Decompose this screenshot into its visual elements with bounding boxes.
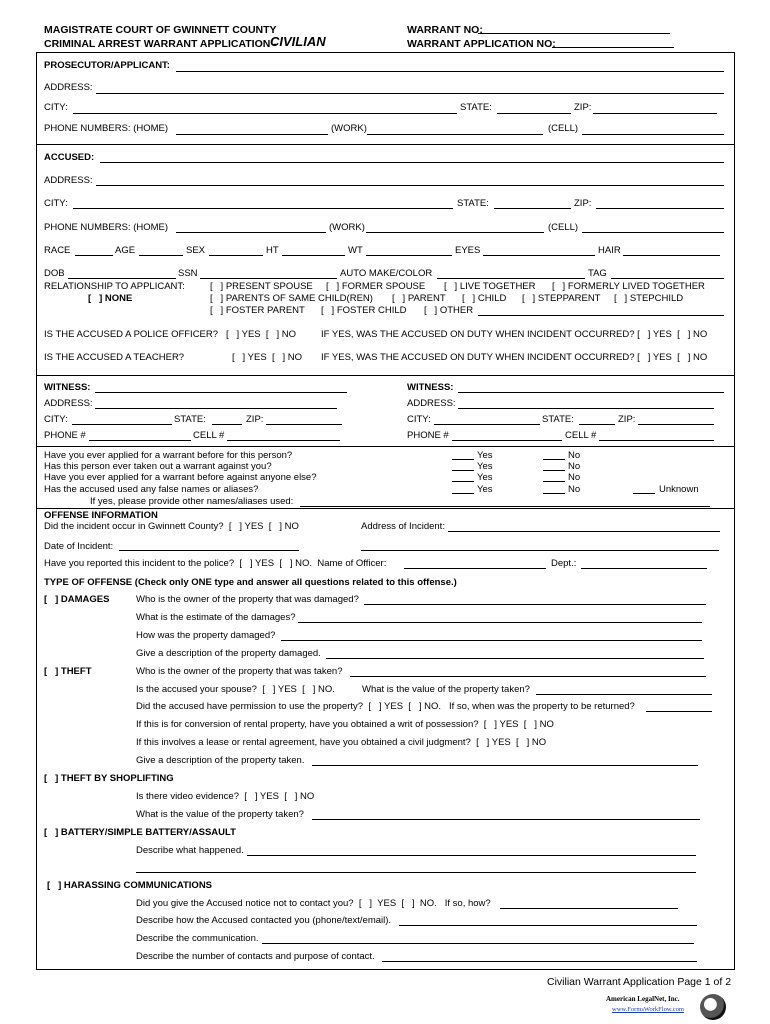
accused-cell-label: (CELL) <box>548 222 579 233</box>
theft-q2[interactable]: Is the accused your spouse? [ ] YES [ ] NO. <box>136 684 335 695</box>
witness1-state-label: STATE: <box>174 414 206 425</box>
prosecutor-phone-home-field[interactable] <box>176 134 328 135</box>
relationship-none[interactable]: [ ] NONE <box>88 293 133 304</box>
aliases-field[interactable] <box>300 506 710 507</box>
race-label: RACE <box>44 245 71 256</box>
theft-q6-field[interactable] <box>312 765 698 766</box>
damages-q1: Who is the owner of the property that was damaged? <box>136 594 359 605</box>
yes-label: Yes <box>477 461 493 472</box>
sex-field[interactable] <box>209 255 263 256</box>
history-question-2: Has this person ever taken out a warrant against you? <box>44 461 272 472</box>
harassing-q2: Describe how the Accused contacted you (phone/text/email). <box>136 915 392 926</box>
accused-zip-label: ZIP: <box>574 198 592 209</box>
theft-q1: Who is the owner of the property that was taken? <box>136 666 343 677</box>
incident-address-field[interactable] <box>448 531 720 532</box>
witness1-address-field[interactable] <box>95 408 337 409</box>
battery-q: Describe what happened. <box>136 845 244 856</box>
harassing-q4-field[interactable] <box>382 961 697 962</box>
incident-date-field[interactable] <box>119 550 299 551</box>
warrant-app-no-label: WARRANT APPLICATION NO: <box>407 38 556 50</box>
witness2-state-field[interactable] <box>579 424 615 425</box>
history-question-3: Have you ever applied for a warrant before against anyone else? <box>44 472 317 483</box>
prosecutor-state-field[interactable] <box>497 113 571 114</box>
rel-stepparent[interactable]: [ ] STEPPARENT <box>522 293 601 304</box>
dob-field[interactable] <box>68 278 176 279</box>
race-field[interactable] <box>75 255 113 256</box>
warrant-app-no-field[interactable] <box>552 47 674 48</box>
witness1-label: WITNESS: <box>44 382 91 393</box>
divider <box>36 446 734 447</box>
damages-q4-field[interactable] <box>326 658 704 659</box>
theft-q4[interactable]: If this is for conversion of rental property, have you obtained a writ of possession? [ ] YES [ ] NO <box>136 719 554 730</box>
witness1-zip-label: ZIP: <box>246 414 264 425</box>
witness1-phone-label: PHONE # <box>44 430 86 441</box>
prosecutor-phone-cell-field[interactable] <box>582 134 724 135</box>
harassing-q3: Describe the communication. <box>136 933 259 944</box>
damages-q2-field[interactable] <box>298 622 702 623</box>
tag-field[interactable] <box>611 278 724 279</box>
tag-label: TAG <box>588 268 607 279</box>
history-question-1: Have you ever applied for a warrant before for this person? <box>44 450 293 461</box>
ht-label: HT <box>266 245 279 256</box>
divider <box>36 375 734 376</box>
yes-blank[interactable] <box>452 459 474 460</box>
accused-work-label: (WORK) <box>329 222 365 233</box>
witness2-city-label: CITY: <box>407 414 431 425</box>
yes-blank[interactable] <box>452 493 474 494</box>
rel-child[interactable]: [ ] CHILD <box>462 293 507 304</box>
rel-live-together[interactable]: [ ] LIVE TOGETHER <box>444 281 536 292</box>
wt-field[interactable] <box>366 255 452 256</box>
form-type: CIVILIAN <box>270 34 326 49</box>
damages-q4: Give a description of the property damaged. <box>136 648 321 659</box>
ht-field[interactable] <box>282 255 345 256</box>
officer-name-field[interactable] <box>404 568 546 569</box>
rel-foster-child[interactable]: [ ] FOSTER CHILD <box>321 305 407 316</box>
witness2-zip-field[interactable] <box>638 424 714 425</box>
accused-phone-work-field[interactable] <box>366 232 544 233</box>
rel-parent[interactable]: [ ] PARENT <box>392 293 446 304</box>
no-blank[interactable] <box>543 459 565 460</box>
rel-present-spouse[interactable]: [ ] PRESENT SPOUSE <box>210 281 313 292</box>
rel-formerly-lived[interactable]: [ ] FORMERLY LIVED TOGETHER <box>552 281 705 292</box>
court-name: MAGISTRATE COURT OF GWINNETT COUNTY <box>44 24 277 36</box>
harassing-q4: Describe the number of contacts and purpose of contact. <box>136 951 375 962</box>
accused-name-field[interactable] <box>100 162 724 163</box>
yes-blank[interactable] <box>452 481 474 482</box>
witness2-state-label: STATE: <box>542 414 574 425</box>
eyes-label: EYES <box>455 245 481 256</box>
prosecutor-address-field[interactable] <box>96 93 724 94</box>
shoplifting-checkbox[interactable]: [ ] THEFT BY SHOPLIFTING <box>44 773 174 784</box>
damages-q2: What is the estimate of the damages? <box>136 612 296 623</box>
witness2-phone-label: PHONE # <box>407 430 449 441</box>
publisher-logo-icon <box>700 994 726 1020</box>
accused-address-label: ADDRESS: <box>44 175 93 186</box>
accused-city-label: CITY: <box>44 198 68 209</box>
harassing-checkbox[interactable]: [ ] HARASSING COMMUNICATIONS <box>47 880 213 891</box>
page-footer: Civilian Warrant Application Page 1 of 2 <box>547 976 732 988</box>
harassing-q2-field[interactable] <box>399 925 697 926</box>
witness1-cell-label: CELL # <box>193 430 225 441</box>
rel-former-spouse[interactable]: [ ] FORMER SPOUSE <box>326 281 426 292</box>
accused-city-field[interactable] <box>73 208 453 209</box>
no-label: No <box>568 472 581 483</box>
unknown-blank[interactable] <box>633 493 655 494</box>
damages-q1-field[interactable] <box>364 604 706 605</box>
prosecutor-address-label: ADDRESS: <box>44 82 93 93</box>
witness2-phone-field[interactable] <box>452 440 562 441</box>
witness2-name-field[interactable] <box>458 392 724 393</box>
rel-other[interactable]: [ ] OTHER <box>424 305 474 316</box>
witness2-address-field[interactable] <box>458 408 714 409</box>
eyes-field[interactable] <box>483 255 595 256</box>
yes-label: Yes <box>477 472 493 483</box>
no-label: No <box>568 450 581 461</box>
battery-checkbox[interactable]: [ ] BATTERY/SIMPLE BATTERY/ASSAULT <box>44 827 236 838</box>
accused-address-field[interactable] <box>96 185 724 186</box>
accused-phone-label: PHONE NUMBERS: (HOME) <box>44 222 169 233</box>
ssn-label: SSN <box>178 268 198 279</box>
witness2-zip-label: ZIP: <box>618 414 636 425</box>
battery-field[interactable] <box>247 855 696 856</box>
no-label: No <box>568 461 581 472</box>
prosecutor-phone-work-field[interactable] <box>367 134 543 135</box>
accused-phone-cell-field[interactable] <box>582 232 724 233</box>
harassing-q3-field[interactable] <box>262 943 694 944</box>
hair-label: HAIR <box>598 245 621 256</box>
publisher-name: American LegalNet, Inc. <box>606 995 680 1003</box>
yes-label: Yes <box>477 450 493 461</box>
divider <box>36 508 734 509</box>
witness1-phone-field[interactable] <box>89 440 191 441</box>
rel-foster-parent[interactable]: [ ] FOSTER PARENT <box>210 305 305 316</box>
gwinnett-question[interactable]: Did the incident occur in Gwinnett County? [ ] YES [ ] NO <box>44 521 299 532</box>
witness2-cell-field[interactable] <box>599 440 714 441</box>
divider <box>36 144 734 145</box>
warrant-no-label: WARRANT NO: <box>407 24 483 36</box>
dept-label: Dept.: <box>551 558 577 569</box>
teacher-yes-no[interactable]: [ ] YES [ ] NO <box>232 352 303 363</box>
prosecutor-zip-field[interactable] <box>593 113 717 114</box>
theft-q2b-field[interactable] <box>536 694 712 695</box>
no-blank[interactable] <box>543 481 565 482</box>
incident-date-label: Date of Incident: <box>44 541 114 552</box>
witness2-address-label: ADDRESS: <box>407 398 456 409</box>
police-officer-question[interactable]: IS THE ACCUSED A POLICE OFFICER? [ ] YES [ ] NO <box>44 329 296 340</box>
sex-label: SEX <box>186 245 206 256</box>
teacher-on-duty-question[interactable]: IF YES, WAS THE ACCUSED ON DUTY WHEN INCIDENT OCCURRED? [ ] YES [ ] NO <box>321 352 708 363</box>
theft-q3-field[interactable] <box>646 711 712 712</box>
prosecutor-zip-label: ZIP: <box>574 102 592 113</box>
accused-state-field[interactable] <box>494 208 571 209</box>
accused-phone-home-field[interactable] <box>176 232 326 233</box>
witness1-cell-field[interactable] <box>227 440 340 441</box>
theft-checkbox[interactable]: [ ] THEFT <box>44 666 92 677</box>
witness1-state-field[interactable] <box>212 424 242 425</box>
auto-label: AUTO MAKE/COLOR <box>340 268 433 279</box>
accused-zip-field[interactable] <box>596 208 724 209</box>
theft-q6: Give a description of the property taken. <box>136 755 305 766</box>
prosecutor-work-label: (WORK) <box>331 123 367 134</box>
incident-address-field-2[interactable] <box>361 550 719 551</box>
history-question-4: Has the accused used any false names or aliases? <box>44 484 259 495</box>
ssn-field[interactable] <box>200 278 337 279</box>
rel-other-field[interactable] <box>478 315 724 316</box>
theft-q3[interactable]: Did the accused have permission to use the property? [ ] YES [ ] NO. If so, when was the property to be returned? <box>136 701 635 712</box>
prosecutor-city-field[interactable] <box>73 113 457 114</box>
prosecutor-phone-label: PHONE NUMBERS: (HOME) <box>44 123 169 134</box>
theft-q1-field[interactable] <box>350 676 706 677</box>
incident-address-label: Address of Incident: <box>361 521 445 532</box>
no-blank[interactable] <box>543 470 565 471</box>
harassing-q1[interactable]: Did you give the Accused notice not to contact you? [ ] YES [ ] NO. If so, how? <box>136 898 491 909</box>
auto-field[interactable] <box>437 278 585 279</box>
theft-q5[interactable]: If this involves a lease or rental agreement, have you obtained a civil judgment? [ ] YES [ ] NO <box>136 737 547 748</box>
aliases-label: If yes, please provide other names/aliases used: <box>90 496 294 507</box>
offense-title: OFFENSE INFORMATION <box>44 510 158 521</box>
police-on-duty-question[interactable]: IF YES, WAS THE ACCUSED ON DUTY WHEN INCIDENT OCCURRED? [ ] YES [ ] NO <box>321 329 708 340</box>
police-report-question[interactable]: Have you reported this incident to the police? [ ] YES [ ] NO. Name of Officer: <box>44 558 387 569</box>
damages-checkbox[interactable]: [ ] DAMAGES <box>44 594 110 605</box>
dob-label: DOB <box>44 268 65 279</box>
shoplifting-q2: What is the value of the property taken? <box>136 809 304 820</box>
dept-field[interactable] <box>581 568 707 569</box>
accused-label: ACCUSED: <box>44 152 95 163</box>
age-label: AGE <box>115 245 136 256</box>
rel-stepchild[interactable]: [ ] STEPCHILD <box>614 293 684 304</box>
witness2-cell-label: CELL # <box>565 430 597 441</box>
witness1-address-label: ADDRESS: <box>44 398 93 409</box>
prosecutor-cell-label: (CELL) <box>548 123 579 134</box>
harassing-q1-field[interactable] <box>500 908 678 909</box>
shoplifting-q2-field[interactable] <box>312 819 700 820</box>
witness2-city-field[interactable] <box>434 424 540 425</box>
damages-q3-field[interactable] <box>281 640 702 641</box>
hair-field[interactable] <box>623 255 720 256</box>
publisher-link[interactable]: www.FormsWorkFlow.com <box>612 1006 684 1013</box>
no-blank[interactable] <box>543 493 565 494</box>
prosecutor-city-label: CITY: <box>44 102 68 113</box>
rel-parents-same-child[interactable]: [ ] PARENTS OF SAME CHILD(REN) <box>210 293 373 304</box>
witness1-zip-field[interactable] <box>266 424 342 425</box>
relationship-label: RELATIONSHIP TO APPLICANT: <box>44 281 185 292</box>
battery-field-2[interactable] <box>136 872 696 873</box>
age-field[interactable] <box>139 255 183 256</box>
yes-label: Yes <box>477 484 493 495</box>
shoplifting-q1[interactable]: Is there video evidence? [ ] YES [ ] NO <box>136 791 315 802</box>
offense-type-header: TYPE OF OFFENSE (Check only ONE type and answer all questions related to this offense.) <box>44 577 457 588</box>
witness2-label: WITNESS: <box>407 382 454 393</box>
teacher-question: IS THE ACCUSED A TEACHER? <box>44 352 185 363</box>
accused-state-label: STATE: <box>457 198 489 209</box>
witness1-name-field[interactable] <box>95 392 347 393</box>
yes-blank[interactable] <box>452 470 474 471</box>
warrant-no-field[interactable] <box>478 33 670 34</box>
witness1-city-field[interactable] <box>72 424 172 425</box>
prosecutor-label: PROSECUTOR/APPLICANT: <box>44 60 170 71</box>
damages-q3: How was the property damaged? <box>136 630 276 641</box>
prosecutor-state-label: STATE: <box>460 102 492 113</box>
witness1-city-label: CITY: <box>44 414 68 425</box>
wt-label: WT <box>348 245 363 256</box>
no-label: No <box>568 484 581 495</box>
unknown-label: Unknown <box>659 484 699 495</box>
theft-q2b: What is the value of the property taken? <box>362 684 530 695</box>
prosecutor-name-field[interactable] <box>176 71 724 72</box>
form-title: CRIMINAL ARREST WARRANT APPLICATION - <box>44 38 277 50</box>
